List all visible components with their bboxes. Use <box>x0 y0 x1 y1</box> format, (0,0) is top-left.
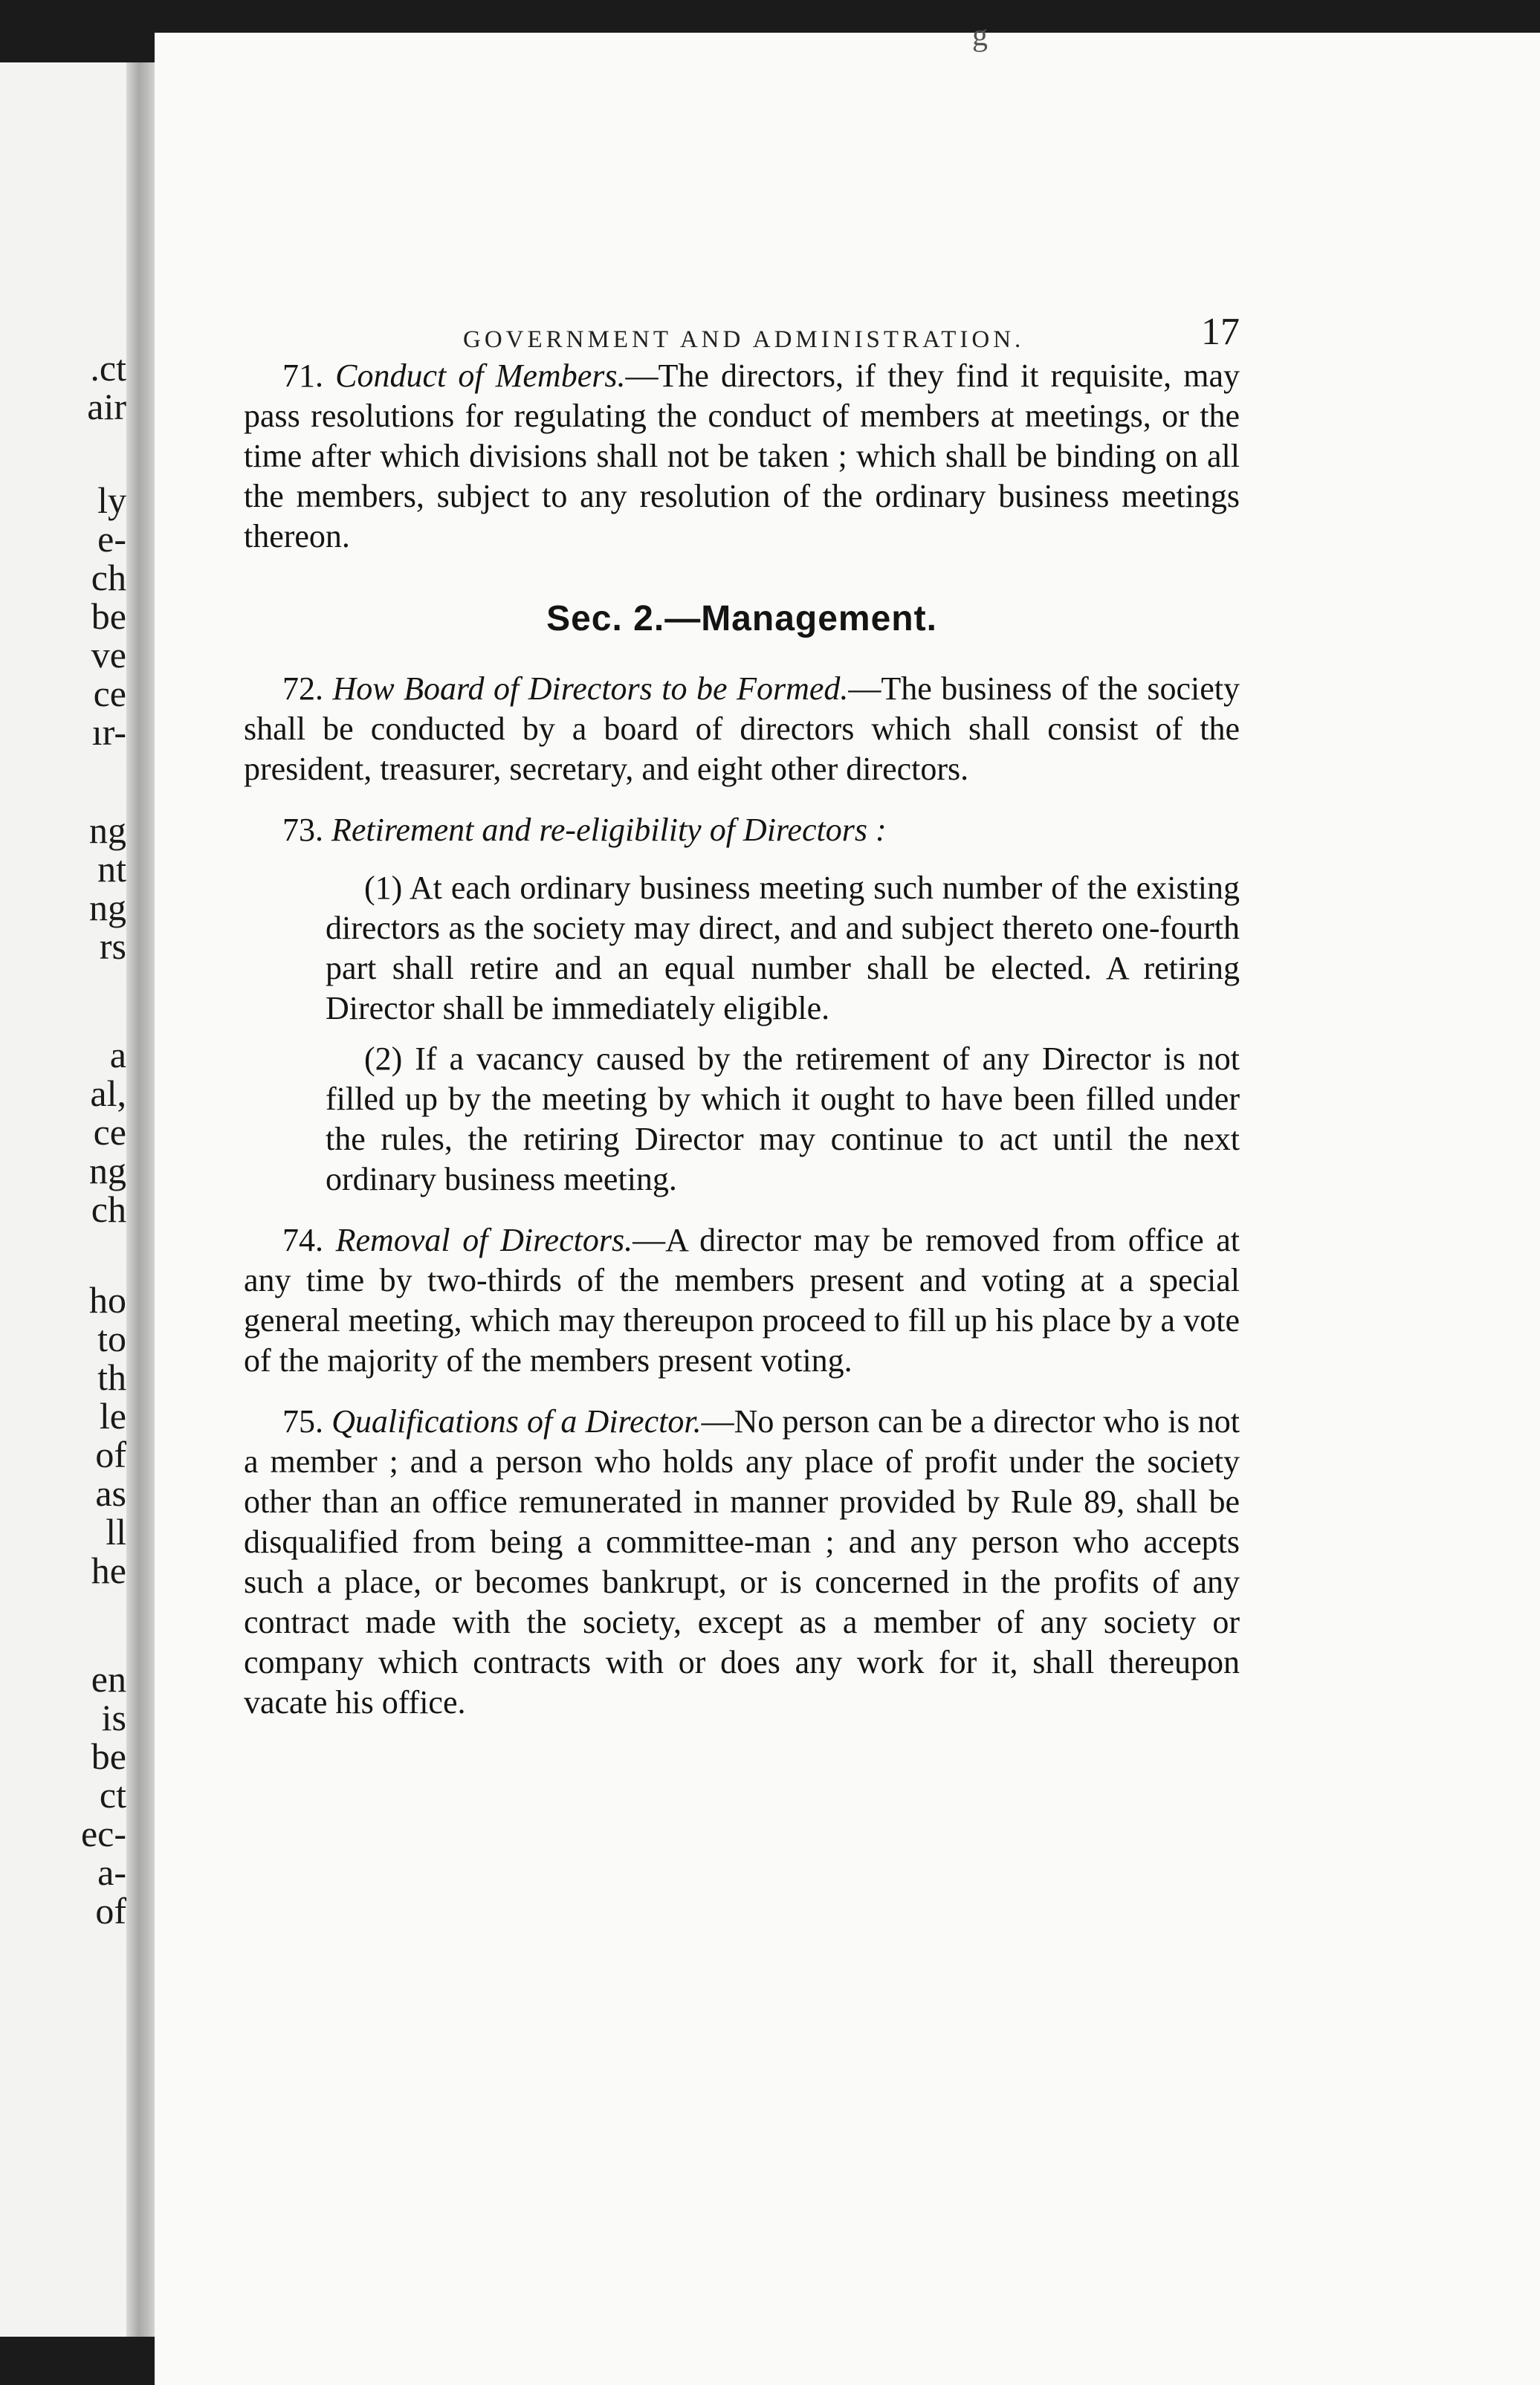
left-fragment: is <box>101 1697 126 1738</box>
running-head: GOVERNMENT AND ADMINISTRATION. <box>463 326 1025 353</box>
rule-title: Removal of Directors. <box>335 1222 633 1258</box>
rule-number: 75. <box>282 1403 323 1440</box>
left-fragment: le <box>99 1395 126 1437</box>
left-fragment: of <box>95 1890 126 1932</box>
left-fragment: rs <box>99 925 126 967</box>
rule-number: 73. <box>282 812 323 848</box>
rule-73-subclause-1: (1) At each ordinary business meeting such number of the existing directors as the society may direct, and and subject thereto one-fourth part shall retire and an equal number shall be elected. A retiring Director shall be immediately eligible. <box>326 870 1240 1026</box>
book-page <box>155 19 1540 2385</box>
rule-text: —The business of the society shall be conducted by a board of directors which shall consist of the president, treasurer, secretary, and eight other directors. <box>244 670 1240 787</box>
rule-72 <box>244 669 1240 789</box>
rule-title: Qualifications of a Director. <box>331 1403 702 1440</box>
left-fragment: a- <box>97 1851 126 1893</box>
left-fragment: ır- <box>91 711 126 753</box>
left-fragment: .ct <box>90 347 126 389</box>
left-fragment: ng <box>89 809 126 851</box>
page-header <box>244 297 1240 356</box>
rule-73-subclause-2: (2) If a vacancy caused by the retirement of any Director is not filled up by the meeting by which it ought to have been filled under the rules, the retiring Director may continue to act until the next ordinary business meeting. <box>326 1041 1240 1197</box>
rule-title: How Board of Directors to be Formed. <box>332 670 849 707</box>
rule-text: —No person can be a director who is not a member ; and a person who holds any place of profit under the society other than an office remunerated in manner provided by Rule 89, shall be disqualified from being a committee-man ; and any person who accepts such a place, or becomes bankrupt, or is concerned in the profits of any contract made with the society, except as a member of any society or company which contracts with or does any work for it, shall thereupon vacate his office. <box>244 1403 1240 1721</box>
stray-ink-mark: g <box>972 19 988 53</box>
left-fragment: ho <box>89 1279 126 1321</box>
rule-74 <box>244 1220 1240 1381</box>
left-fragment: ec- <box>80 1813 126 1854</box>
rule-number: 74. <box>282 1222 323 1258</box>
left-fragment: as <box>95 1472 126 1514</box>
rule-73 <box>244 810 1240 850</box>
left-fragment: en <box>91 1658 126 1700</box>
rule-71 <box>244 356 1240 557</box>
rule-title: Retirement and re-eligibility of Directors : <box>331 812 887 848</box>
left-fragment: e- <box>97 518 126 560</box>
left-fragment: a <box>109 1034 126 1075</box>
left-fragment: al, <box>90 1072 126 1114</box>
left-fragment: of <box>95 1434 126 1475</box>
left-fragment: he <box>91 1550 126 1591</box>
adjacent-page-fragment <box>0 62 138 2337</box>
left-fragment: ng <box>89 887 126 928</box>
page-content <box>244 297 1240 1744</box>
rule-text: —The directors, if they find it requisite, may pass resolutions for regulating the conduct of members at meetings, or the time after which divisions shall not be taken ; which shall be binding on all the members, subject to any resolution of the ordinary business meetings thereon. <box>244 357 1240 554</box>
rule-number: 72. <box>282 670 323 707</box>
left-fragment: ce <box>93 673 126 714</box>
left-fragment: ve <box>91 634 126 676</box>
rule-text: —A director may be removed from office at any time by two-thirds of the members present and voting at a special general meeting, which may thereupon proceed to fill up his place by a vote of the majority of the members present voting. <box>244 1222 1240 1379</box>
rule-75 <box>244 1402 1240 1723</box>
left-fragment: air <box>87 386 126 427</box>
section-heading: Sec. 2.—Management. <box>546 599 937 638</box>
left-fragment: ct <box>99 1774 126 1816</box>
rule-title: Conduct of Members. <box>335 357 626 394</box>
rule-number: 71. <box>282 357 323 394</box>
left-fragment: ce <box>93 1111 126 1153</box>
left-fragment: be <box>91 1735 126 1777</box>
left-fragment: ly <box>97 479 126 521</box>
left-fragment: to <box>97 1318 126 1359</box>
left-fragment: ng <box>89 1150 126 1191</box>
left-fragment: th <box>97 1356 126 1398</box>
left-fragment: ll <box>106 1511 126 1553</box>
left-fragment: ch <box>91 1188 126 1230</box>
page-number: 17 <box>1201 311 1240 353</box>
left-fragment: nt <box>97 848 126 890</box>
left-fragment: ch <box>91 557 126 598</box>
left-fragment: be <box>91 595 126 637</box>
